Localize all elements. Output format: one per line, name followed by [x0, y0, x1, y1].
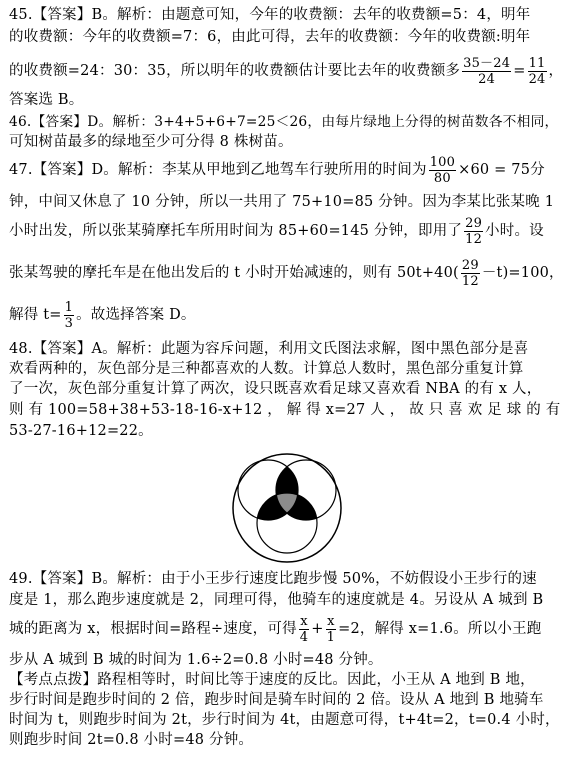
q45-fraction-2	[528, 56, 547, 87]
q47-line-5	[9, 298, 565, 332]
q45-line-3-end: ，	[548, 63, 564, 79]
q49-line-3	[9, 612, 565, 646]
q47-line-5-end: 。故选择答案 D。	[76, 307, 196, 323]
q47-fraction-4	[64, 300, 74, 331]
q46-line-1: 46.【答案】D。解析：3+4+5+6+7=25＜26，由每片绿地上分得的树苗数各不相同，	[9, 114, 559, 130]
q47-line-3-end: 小时。设	[485, 223, 544, 239]
q49-line-4: 步从 A 城到 B 城的时间为 1.6÷2=0.8 小时=48 分钟。	[9, 652, 383, 668]
q45-line-1: 45.【答案】B。解析：由题意可知，今年的收费额：去年的收费额=5：4，明年	[9, 7, 531, 23]
q49-line-8: 则跑步时间 2t=0.8 小时=48 分钟。	[9, 732, 254, 748]
q48-line-4: 则 有 100=58+38+53-18-16-x+12 ， 解 得 x=27 人 ， 故 只 喜 欢 足 球 的 有	[9, 402, 561, 418]
q45-fraction-2-numerator: 11	[528, 55, 546, 71]
q45-fraction-1-numerator: 35－24	[463, 55, 511, 71]
q47-fraction-2	[464, 216, 483, 247]
q45-line-3-text: 的收费额=24：30：35，所以明年的收费额估计要比去年的收费额多	[9, 63, 461, 79]
q45-fraction-1	[462, 56, 511, 87]
q47-fraction-1-denominator: 80	[433, 170, 451, 186]
q47-line-1	[9, 153, 565, 187]
q47-line-1-text: 47.【答案】D。解析：李某从甲地到乙地驾车行驶所用的时间为	[9, 162, 427, 178]
q47-fraction-4-numerator: 1	[64, 299, 74, 315]
q47-line-1-end: ×60 = 75分	[458, 162, 545, 178]
q49-fraction-2	[326, 614, 336, 645]
q49-line-6: 步行时间是跑步时间的 2 倍，跑步时间是骑车时间的 2 倍。设从 A 地到 B 地骑车	[9, 692, 544, 708]
q45-line-4: 答案选 B。	[9, 92, 84, 108]
q49-line-1: 49.【答案】B。解析：由于小王步行速度比跑步慢 50%，不妨假设小王步行的速	[9, 571, 537, 587]
q45-fraction-1-denominator: 24	[478, 71, 496, 87]
q47-fraction-1	[429, 155, 456, 186]
q47-fraction-2-numerator: 29	[465, 215, 483, 231]
q47-line-3-text: 小时出发，所以张某骑摩托车所用时间为 85+60=145 分钟，即用了	[9, 223, 463, 239]
q49-fraction-2-denominator: 1	[326, 629, 336, 645]
q47-line-4-text: 张某驾驶的摩托车是在他出发后的 t 小时开始减速的，则有 50t+40(	[9, 265, 459, 281]
q48-line-1: 48.【答案】A。解析：此题为容斥问题，利用文氏图法求解，图中黑色部分是喜	[9, 341, 529, 357]
q49-fraction-2-numerator: x	[327, 613, 335, 629]
q47-fraction-1-numerator: 100	[429, 154, 456, 170]
q45-fraction-2-denominator: 24	[528, 71, 546, 87]
q49-fraction-1-denominator: 4	[299, 629, 309, 645]
q47-fraction-3-numerator: 29	[461, 257, 479, 273]
q48-line-3: 了一次，灰色部分重复计算了两次，设只既喜欢看足球又喜欢看 NBA 的有 x 人，	[9, 381, 542, 397]
q47-fraction-4-denominator: 3	[64, 315, 74, 331]
q47-fraction-3-denominator: 12	[461, 273, 479, 289]
q49-fraction-1-numerator: x	[300, 613, 308, 629]
q46-line-2: 可知树苗最多的绿地至少可分得 8 株树苗。	[9, 134, 293, 150]
q45-equals: =	[513, 63, 526, 79]
q47-line-4-end: －t)=100，	[481, 265, 564, 281]
q47-fraction-3	[461, 258, 480, 289]
q49-line-3-end: =2，解得 x=1.6。所以小王跑	[338, 621, 542, 637]
q48-line-5: 53-27-16+12=22。	[9, 423, 153, 439]
q47-line-5-text: 解得 t=	[9, 307, 62, 323]
q49-line-7: 时间为 t，则跑步时间为 2t，步行时间为 4t，由题意可得，t+4t=2，t=0.4 小时，	[9, 712, 560, 728]
q47-fraction-2-denominator: 12	[465, 231, 483, 247]
q49-line-5: 【考点点拨】路程相等时，时间比等于速度的反比。因此，小王从 A 地到 B 地，	[9, 672, 535, 688]
q49-line-2: 度是 1，那么跑步速度就是 2，同理可得，他骑车的速度就是 4。另设从 A 城到 B	[9, 592, 544, 608]
q47-line-4	[9, 256, 565, 290]
q49-line-3-text: 城的距离为 x，根据时间=路程÷速度，可得	[9, 621, 297, 637]
q49-fraction-1	[299, 614, 309, 645]
q47-line-3	[9, 214, 565, 248]
q48-line-2: 欢看两种的，灰色部分是三种都喜欢的人数。计算总人数时，黑色部分重复计算	[9, 361, 524, 377]
venn-diagram	[228, 452, 346, 564]
q45-line-3	[9, 54, 565, 88]
q45-line-2: 的收费额：今年的收费额=7：6，由此可得，去年的收费额：今年的收费额:明年	[9, 29, 531, 45]
q47-line-2: 钟，中间又休息了 10 分钟，所以一共用了 75+10=85 分钟。因为李某比张某晚 1	[9, 194, 555, 210]
q49-plus: +	[311, 621, 324, 637]
